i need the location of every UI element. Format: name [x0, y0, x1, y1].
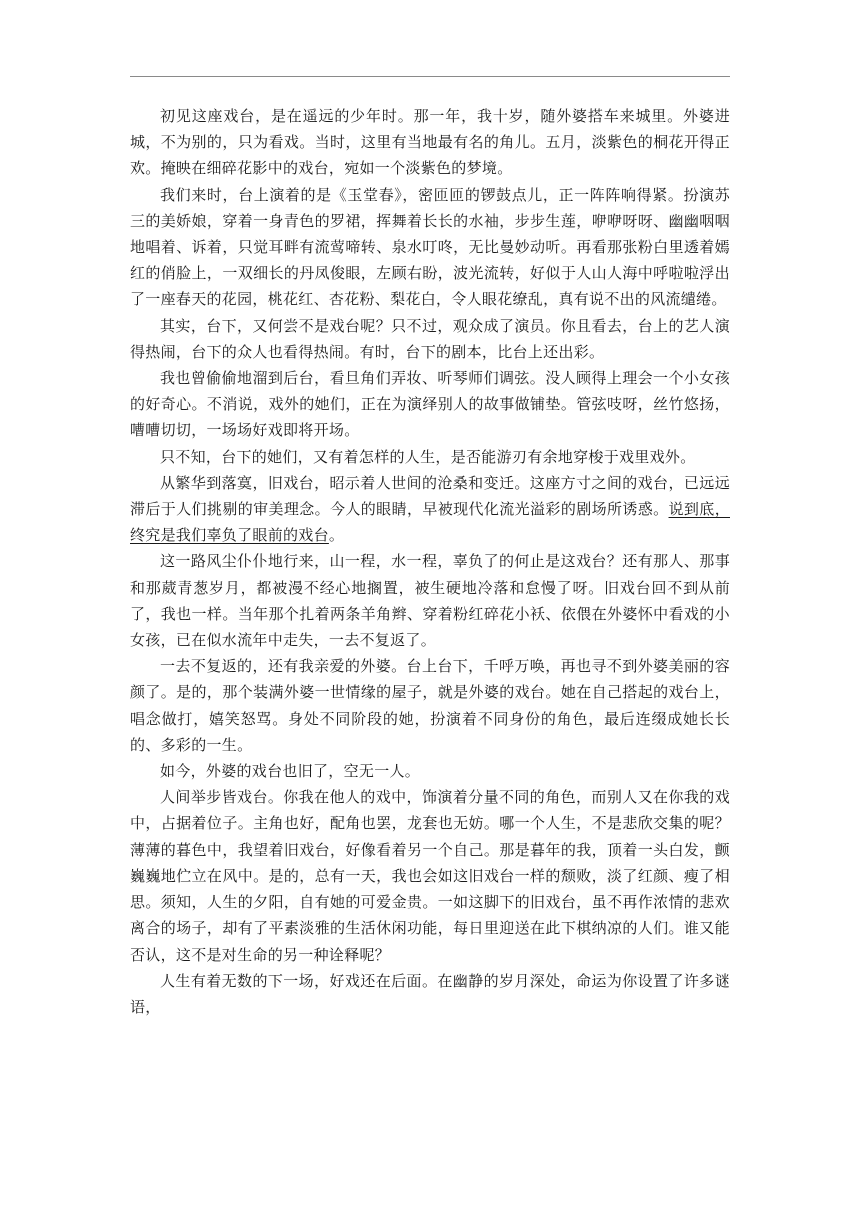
paragraph-3: 其实，台下，又何尝不是戏台呢？只不过，观众成了演员。你且看去，台上的艺人演得热闹，台下的众人也看得热闹。有时，台下的剧本，比台上还出彩。: [130, 316, 730, 361]
paragraph-8: 一去不复返的，还有我亲爱的外婆。台上台下，千呼万唤，再也寻不到外婆美丽的容颜了。是的，那个装满外婆一世情缘的屋子，就是外婆的戏台。她在自己搭起的戏台上，唱念做打，嬉笑怒骂。身处不同阶段的她，扮演着不同身份的角色，最后连缀成她长长的、多彩的一生。: [130, 657, 730, 754]
paragraph-2: 我们来时，台上演着的是《玉堂春》，密匝匝的锣鼓点儿，正一阵阵响得紧。扮演苏三的美娇娘，穿着一身青色的罗裙，挥舞着长长的水袖，步步生莲，咿咿呀呀、幽幽咽咽地唱着、诉着，只觉耳畔有流莺啼转、泉水叮咚，无比曼妙动听。再看那张粉白里透着嫣红的俏脸上，一双细长的丹凤俊眼，左顾右盼，波光流转，好似于人山人海中呼啦啦浮出了一座春天的花园，桃花红、杏花粉、梨花白，令人眼花缭乱，真有说不出的风流缱绻。: [130, 185, 730, 309]
paragraph-9: 如今，外婆的戏台也旧了，空无一人。: [160, 762, 421, 781]
paragraph-5: 只不知，台下的她们，又有着怎样的人生，是否能游刃有余地穿梭于戏里戏外。: [160, 447, 696, 466]
paragraph-11: 人生有着无数的下一场，好戏还在后面。在幽静的岁月深处，命运为你设置了许多谜语，: [130, 971, 730, 1016]
paragraph-6: [130, 470, 730, 549]
paragraph-10: 人间举步皆戏台。你我在他人的戏中，饰演着分量不同的角色，而别人又在你我的戏中，占据着位子。主角也好，配角也罢，龙套也无妨。哪一个人生，不是悲欣交集的呢？薄薄的暮色中，我望着旧戏台，好像看着另一个自己。那是暮年的我，顶着一头白发，颤巍巍地伫立在风中。是的，总有一天，我也会如这旧戏台一样的颓败，淡了红颜、瘦了相思。须知，人生的夕阳，自有她的可爱金贵。一如这脚下的旧戏台，虽不再作浓情的悲欢离合的场子，却有了平素淡雅的生活休闲功能，每日里迎送在此下棋纳凉的人们。谁又能否认，这不是对生命的另一种诠释呢？: [130, 788, 730, 964]
header-rule: [130, 76, 730, 77]
paragraph-1: 初见这座戏台，是在遥远的少年时。那一年，我十岁，随外婆搭车来城里。外婆进城，不为别的，只为看戏。当时，这里有当地最有名的角儿。五月，淡紫色的桐花开得正欢。掩映在细碎花影中的戏台，宛如一个淡紫色的梦境。: [130, 107, 730, 178]
underlined-sentence: 说到底，终究是我们辜负了眼前的戏台: [130, 500, 730, 545]
paragraph-6-end: 。: [328, 526, 345, 545]
article-body: [130, 103, 730, 1020]
paragraph-4: 我也曾偷偷地溜到后台，看旦角们弄妆、听琴师们调弦。没人顾得上理会一个小女孩的好奇心。不消说，戏外的她们，正在为演绎别人的故事做铺垫。管弦吱呀，丝竹悠扬，嘈嘈切切，一场场好戏即将开场。: [130, 369, 730, 440]
paragraph-7: 这一路风尘仆仆地行来，山一程，水一程，辜负了的何止是这戏台？还有那人、那事和那葳青葱岁月，都被漫不经心地搁置，被生硬地冷落和怠慢了呀。旧戏台回不到从前了，我也一样。当年那个扎着两条羊角辫、穿着粉红碎花小袄、依偎在外婆怀中看戏的小女孩，已在似水流年中走失，一去不复返了。: [130, 552, 730, 650]
paragraph-6-text: 从繁华到落寞，旧戏台，昭示着人世间的沧桑和变迁。这座方寸之间的戏台，已远远滞后于人们挑剔的审美理念。今人的眼睛，早被现代化流光溢彩的剧场所诱惑。: [130, 473, 730, 519]
document-page: [130, 0, 730, 1216]
